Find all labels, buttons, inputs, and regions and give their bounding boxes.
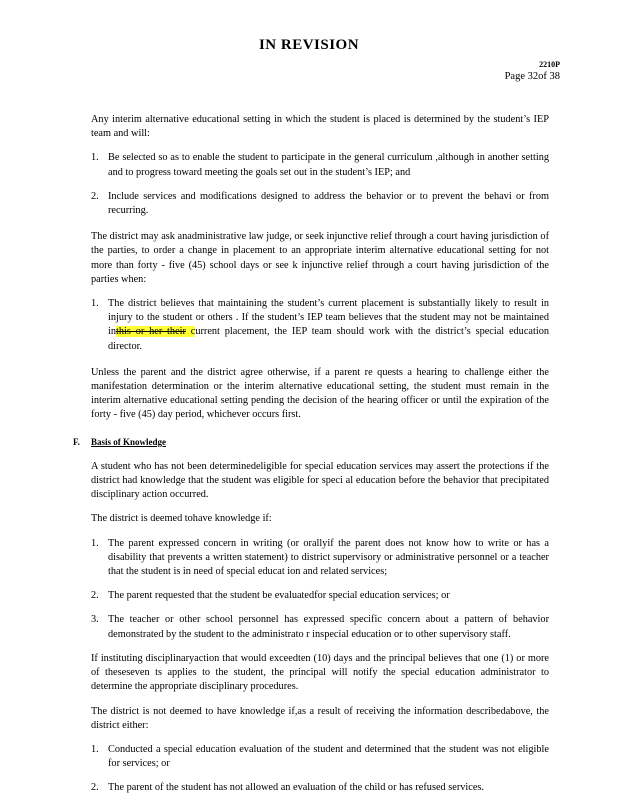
document-title: IN REVISION <box>258 37 360 53</box>
document-number: 2210P <box>539 60 560 69</box>
list-not-deemed-conditions <box>91 743 549 796</box>
list-text: The teacher or other school personnel has expressed specific concern about a pattern of behavior demonstrated by the student to the administrato r inspecial education or to other supervisory staff. <box>108 614 549 640</box>
section-title: Basis of Knowledge <box>91 436 167 447</box>
list-number: 3. <box>91 614 99 626</box>
list-item <box>91 297 549 354</box>
paragraph-interim-setting: Any interim alternative educational setting in which the student is placed is determined by the student’s IEP team and will: <box>91 114 549 140</box>
list-item <box>91 190 549 218</box>
list-number: 1. <box>91 743 99 755</box>
list-text: Conducted a special education evaluation of the student and determined that the student was not eligible for services; or <box>108 743 549 770</box>
list-number: 1. <box>91 152 99 164</box>
list-text: The parent expressed concern in writing (or orallyif the parent does not know how to write or has a disability that prevents a written statement) to district supervisory or administrative personnel or a teacher that the student is in need of special educat ion and related services; <box>108 537 549 578</box>
inserted-text: c <box>185 326 196 338</box>
list-item <box>91 743 549 771</box>
list-text-after: urrent placement, the IEP team should work with the district’s special education director. <box>108 326 549 352</box>
list-number: 2. <box>91 782 99 794</box>
paragraph-not-deemed-knowledge: The district is not deemed to have knowledge if,as a result of receiving the information describedabove, the district either: <box>91 705 549 731</box>
list-number: 1. <box>91 298 99 310</box>
paragraph-deemed-knowledge: The district is deemed tohave knowledge if: <box>91 513 272 525</box>
list-interim-setting <box>91 151 549 218</box>
list-item <box>91 537 549 580</box>
paragraph-not-eligible-student: A student who has not been determinedeligible for special education services may assert the protections if the district had knowledge that the student was eligible for speci al education before the behavior that precipitated disciplinary action occurred. <box>91 460 549 501</box>
list-knowledge-conditions <box>91 537 549 642</box>
list-number: 2. <box>91 590 99 602</box>
page-number: Page 32of 38 <box>504 71 560 82</box>
paragraph-hearing-request: Unless the parent and the district agree otherwise, if a parent re quests a hearing to challenge either the manifestation determination or the interim alternative educational setting, the student must remain in the interim alternative educational setting pending the decision of the hearing officer or until the expiration of the forty - five (45) day period, whichever occurs first. <box>91 366 549 421</box>
list-item <box>91 589 549 603</box>
list-number: 2. <box>91 190 99 202</box>
list-number: 1. <box>91 537 99 549</box>
document-body <box>73 113 549 796</box>
list-item <box>91 613 549 641</box>
paragraph-disciplinary-action: If instituting disciplinaryaction that would exceedten (10) days and the principal believes that one (1) or more of theseseven ts applies to the student, the principal will notify the special education administrator to determine the appropriate disciplinary procedures. <box>91 652 549 693</box>
list-text: The parent requested that the student be evaluatedfor special education services; or <box>108 590 450 602</box>
tracked-change-highlight <box>116 326 195 337</box>
list-text: The parent of the student has not allowed an evaluation of the child or has refused services. <box>108 782 484 794</box>
paragraph-administrative-law-judge: The district may ask anadministrative law judge, or seek injunctive relief through a court having jurisdiction of the parties, to order a change in placement to an appropriate interim alternative educational setting for not more than forty - five (45) school days or see k injunctive relief through a court having jurisdiction of the parties when: <box>91 231 549 285</box>
list-text: Include services and modifications designed to address the behavior or to prevent the behavi or from recurring. <box>108 190 549 217</box>
list-item <box>91 151 549 179</box>
list-text-before: The district believes that maintaining the student’s current placement is substantially likely to result in injury to the student or others . If the student’s IEP team believes that the student may not be maintained in <box>108 298 549 338</box>
list-text: Be selected so as to enable the student to participate in the general curriculum ,although in another setting and to progress toward meeting the goals set out in the student’s IEP; and <box>108 152 549 178</box>
section-letter: F. <box>73 436 80 447</box>
deleted-text: this or her their <box>116 326 186 338</box>
list-item <box>91 781 549 795</box>
list-text <box>108 297 549 354</box>
section-heading <box>73 435 549 450</box>
